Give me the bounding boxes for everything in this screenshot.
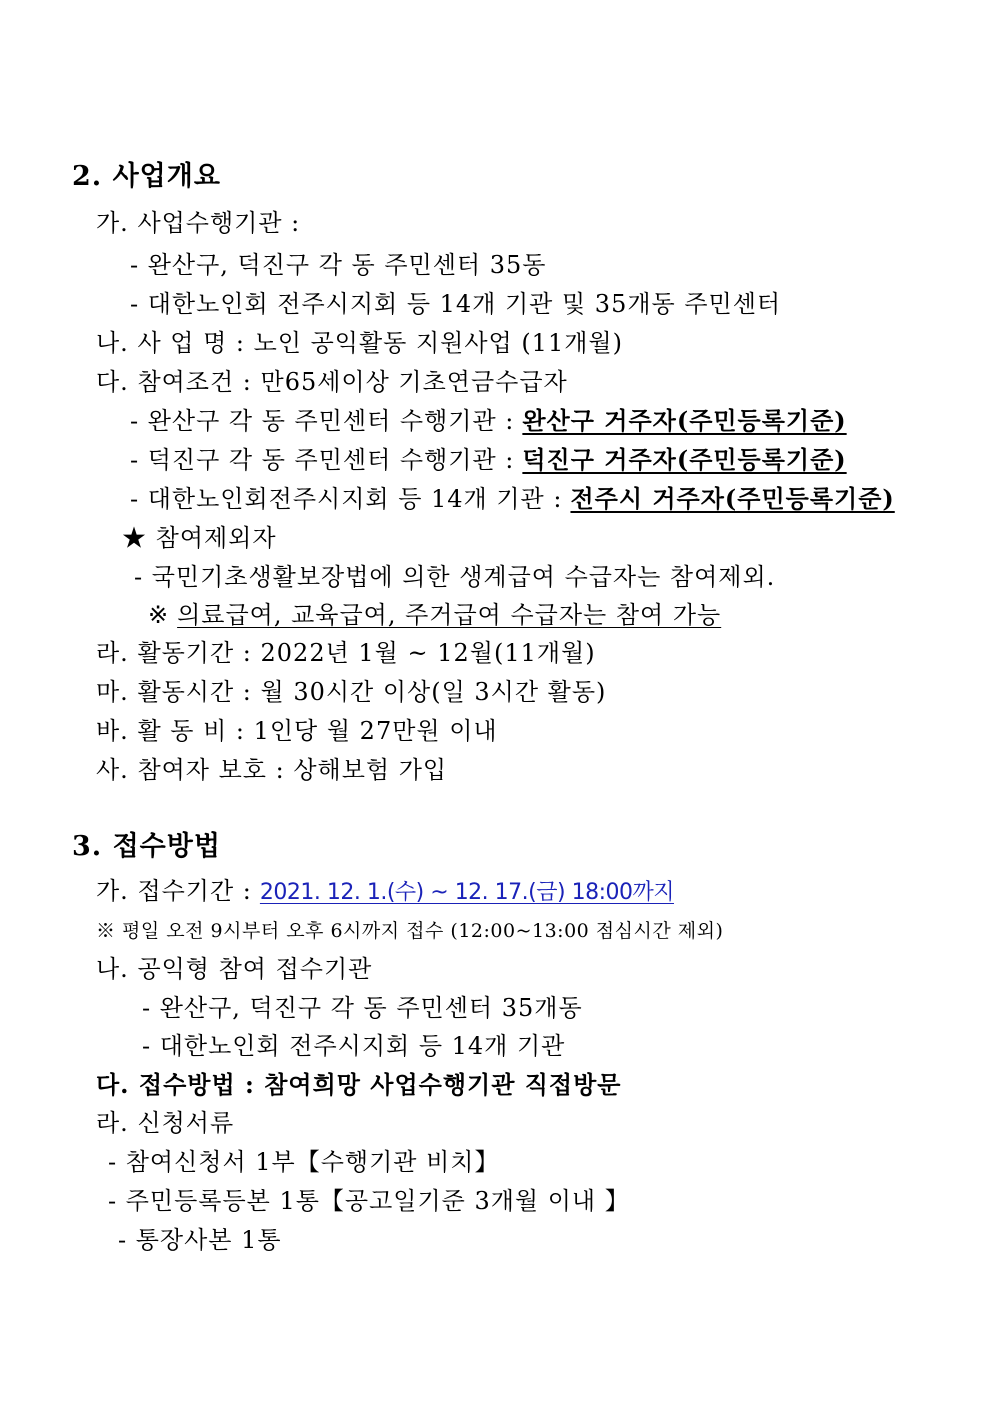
s3-ga	[96, 876, 674, 908]
exclusion-item-2-text: 의료급여, 교육급여, 주거급여 수급자는 참여 가능	[177, 601, 722, 629]
s3-na: 나. 공익형 참여 접수기관	[96, 955, 373, 983]
s2-da: 다. 참여조건 : 만65세이상 기초연금수급자	[96, 368, 568, 396]
section-2-heading: 2. 사업개요	[72, 161, 221, 192]
s2-ra: 라. 활동기간 : 2022년 1월 ~ 12월(11개월)	[96, 639, 596, 667]
s2-ma: 마. 활동시간 : 월 30시간 이상(일 3시간 활동)	[96, 678, 607, 706]
s3-na-item-1: - 완산구, 덕진구 각 동 주민센터 35개동	[142, 994, 583, 1022]
s2-da-item-3	[130, 484, 895, 514]
reception-period: 2021. 12. 1.(수) ~ 12. 17.(금) 18:00까지	[259, 880, 674, 905]
da-item-2-value: 덕진구 거주자(주민등록기준)	[522, 445, 847, 474]
exclusion-title: ★ 참여제외자	[122, 524, 277, 552]
s2-da-item-2	[130, 445, 847, 475]
exclusion-item-2	[148, 600, 721, 630]
s2-ba: 바. 활 동 비 : 1인당 월 27만원 이내	[96, 717, 498, 745]
exclusion-item-1: - 국민기초생활보장법에 의한 생계급여 수급자는 참여제외.	[134, 563, 776, 591]
s3-da: 다. 접수방법 : 참여희망 사업수행기관 직접방문	[96, 1070, 622, 1099]
s2-na: 나. 사 업 명 : 노인 공익활동 지원사업 (11개월)	[96, 329, 623, 357]
reference-mark-icon: ※	[148, 601, 170, 629]
s2-sa: 사. 참여자 보호 : 상해보험 가입	[96, 756, 448, 784]
s3-ra: 라. 신청서류	[96, 1109, 235, 1137]
da-item-3-prefix: - 대한노인회전주시지회 등 14개 기관 :	[130, 485, 563, 513]
reception-note: ※ 평일 오전 9시부터 오후 6시까지 접수 (12:00~13:00 점심시간 제외)	[96, 920, 724, 942]
s2-da-item-1	[130, 406, 847, 436]
da-item-3-value: 전주시 거주자(주민등록기준)	[570, 484, 895, 513]
s2-ga-item-1: - 완산구, 덕진구 각 동 주민센터 35동	[130, 251, 547, 279]
section-3-heading: 3. 접수방법	[72, 831, 221, 862]
s2-ga-item-2: - 대한노인회 전주시지회 등 14개 기관 및 35개동 주민센터	[130, 290, 782, 318]
da-item-2-prefix: - 덕진구 각 동 주민센터 수행기관 :	[130, 446, 515, 474]
da-item-1-value: 완산구 거주자(주민등록기준)	[522, 406, 847, 435]
da-item-1-prefix: - 완산구 각 동 주민센터 수행기관 :	[130, 407, 515, 435]
document-item-1: - 참여신청서 1부【수행기관 비치】	[108, 1148, 500, 1176]
document-item-2: - 주민등록등본 1통【공고일기준 3개월 이내 】	[108, 1187, 630, 1215]
s3-na-item-2: - 대한노인회 전주시지회 등 14개 기관	[142, 1032, 566, 1060]
s3-ga-prefix: 가. 접수기간 :	[96, 877, 252, 905]
document-item-3: - 통장사본 1통	[118, 1226, 282, 1254]
s2-ga: 가. 사업수행기관 :	[96, 209, 301, 237]
